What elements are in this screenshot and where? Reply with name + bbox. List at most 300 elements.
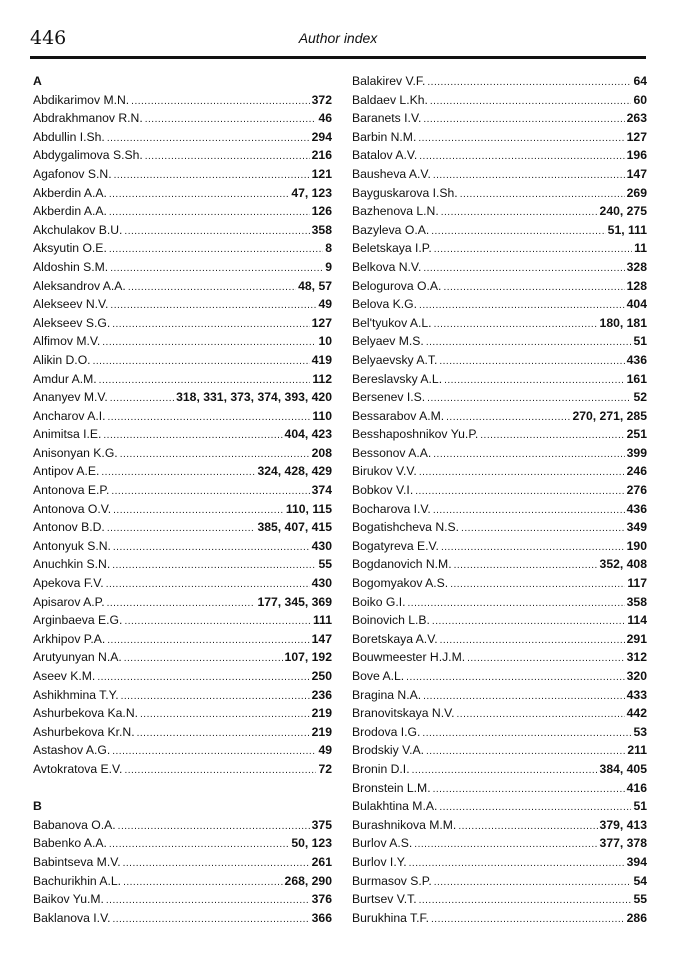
index-entry — [352, 779, 647, 798]
dot-leader — [441, 539, 625, 558]
author-name: Baikov Yu.M. — [33, 892, 104, 907]
index-entry — [33, 667, 332, 686]
dot-leader — [419, 297, 625, 316]
author-name: Belova K.G. — [352, 297, 418, 312]
author-name: Bel'tyukov A.L. — [352, 315, 432, 330]
dot-leader — [426, 334, 632, 353]
dot-leader — [118, 818, 310, 837]
page-references: 318, 331, 373, 374, 393, 420 — [176, 390, 332, 405]
index-entry — [33, 704, 332, 723]
author-name: Bersenev I.S. — [352, 390, 426, 405]
author-name: Bayguskarova I.Sh. — [352, 185, 458, 200]
page-references: 375 — [311, 817, 332, 832]
index-entry — [33, 909, 332, 928]
dot-leader — [434, 241, 632, 260]
author-name: Birukov V.V. — [352, 464, 417, 479]
index-entry — [33, 277, 332, 296]
author-name: Animitsa I.E. — [33, 427, 102, 442]
section-gap — [33, 779, 332, 798]
page-references: 416 — [626, 780, 647, 795]
page-references: 180, 181 — [599, 315, 647, 330]
page-references: 161 — [626, 371, 647, 386]
index-entry — [33, 686, 332, 705]
author-name: Amdur A.M. — [33, 371, 97, 386]
page-references: 8 — [325, 241, 332, 256]
author-name: Bazhenova L.N. — [352, 204, 439, 219]
page-references: 127 — [311, 315, 332, 330]
index-entry — [352, 165, 647, 184]
index-entry — [352, 407, 647, 426]
author-name: Bove A.L. — [352, 669, 405, 683]
page-references: 219 — [311, 724, 332, 739]
page-references: 110 — [312, 408, 332, 423]
index-entry — [352, 648, 647, 667]
index-entry — [33, 648, 332, 667]
page-references: 430 — [311, 538, 332, 553]
author-name: Ashikhmina T.Y. — [33, 687, 119, 702]
page-references: 177, 345, 369 — [257, 594, 332, 609]
dot-leader — [124, 223, 309, 242]
index-entry — [352, 91, 647, 110]
index-entry — [352, 723, 647, 742]
page-references: 374 — [311, 483, 332, 498]
dot-leader — [431, 223, 605, 242]
dot-leader — [124, 613, 311, 632]
dot-leader — [110, 297, 316, 316]
index-entry — [33, 853, 332, 872]
dot-leader — [419, 464, 625, 483]
dot-leader — [112, 911, 309, 930]
page-references: 72 — [318, 761, 332, 776]
author-name: Baldaev L.Kh. — [352, 92, 428, 107]
dot-leader — [123, 855, 310, 874]
dot-leader — [140, 706, 310, 725]
author-name: Arginbaeva E.G. — [33, 613, 123, 628]
index-entry — [352, 593, 647, 612]
page-references: 110, 115 — [285, 501, 332, 516]
page-header — [30, 26, 646, 59]
page-references: 60 — [633, 92, 647, 107]
author-name: Belyaev M.S. — [352, 334, 424, 349]
author-name: Antipov A.E. — [33, 464, 100, 479]
page-references: 211 — [627, 743, 647, 758]
author-name: Boinovich L.B. — [352, 613, 430, 628]
page-references: 372 — [311, 92, 332, 107]
page-references: 286 — [626, 910, 647, 925]
author-name: Bulakhtina M.A. — [352, 799, 438, 814]
author-name: Bazyleva O.A. — [352, 222, 430, 237]
dot-leader — [109, 241, 323, 260]
author-name: Bragina N.A. — [352, 687, 422, 702]
dot-leader — [137, 725, 310, 744]
author-name: Belyaevsky A.T. — [352, 352, 438, 367]
page-references: 320 — [626, 669, 647, 683]
author-name: Balakirev V.F. — [352, 74, 426, 88]
index-entry — [33, 314, 332, 333]
dot-leader — [112, 316, 309, 335]
index-entry — [352, 909, 647, 928]
author-name: Babintseva M.V. — [33, 854, 121, 869]
index-entry — [352, 481, 647, 500]
index-entry — [352, 332, 647, 351]
dot-leader — [131, 93, 309, 112]
index-entry — [33, 741, 332, 760]
index-entry — [352, 890, 647, 909]
dot-leader — [107, 632, 309, 651]
page-references: 52 — [633, 390, 647, 405]
page-references: 49 — [318, 743, 332, 758]
page-references: 294 — [311, 129, 332, 144]
dot-leader — [124, 762, 316, 781]
index-entry — [352, 202, 647, 221]
author-name: Antonyuk S.N. — [33, 538, 111, 553]
dot-leader — [110, 260, 323, 279]
index-entry — [33, 407, 332, 426]
author-name: Bogdanovich N.M. — [352, 557, 452, 572]
index-entry — [352, 370, 647, 389]
author-name: Besshaposhnikov Yu.P. — [352, 427, 479, 442]
page-references: 399 — [626, 445, 647, 460]
author-name: Branovitskaya N.V. — [352, 706, 455, 721]
index-entry — [352, 667, 647, 686]
page-references: 261 — [311, 854, 332, 869]
author-name: Bogatyreva E.V. — [352, 538, 439, 553]
dot-leader — [109, 836, 289, 855]
page-references: 121 — [311, 166, 332, 181]
page-references: 430 — [311, 576, 332, 591]
page-references: 111 — [313, 613, 332, 628]
page-references: 349 — [626, 520, 647, 535]
author-name: Burlov I.Y. — [352, 854, 407, 869]
author-name: Ananyev M.V. — [33, 390, 108, 405]
page-references: 404, 423 — [284, 427, 332, 442]
index-entry — [33, 221, 332, 240]
dot-leader — [443, 279, 624, 298]
index-entry — [33, 91, 332, 110]
author-name: Burlov A.S. — [352, 836, 413, 851]
page-references: 11 — [634, 241, 647, 256]
page-references: 263 — [626, 111, 647, 126]
index-entry — [33, 295, 332, 314]
index-entry — [33, 332, 332, 351]
dot-leader — [433, 167, 625, 186]
index-entry — [33, 816, 332, 835]
dot-leader — [461, 520, 625, 539]
dot-leader — [107, 520, 256, 539]
author-name: Burashnikova M.M. — [352, 817, 457, 832]
index-entry — [352, 741, 647, 760]
page-references: 379, 413 — [599, 817, 647, 832]
index-entry — [33, 890, 332, 909]
author-name: Belkova N.V. — [352, 259, 422, 274]
page-references: 358 — [626, 594, 647, 609]
page-references: 442 — [626, 706, 647, 721]
dot-leader — [97, 669, 309, 688]
index-entry — [33, 128, 332, 147]
index-entry — [33, 481, 332, 500]
index-entry — [352, 444, 647, 463]
author-name: Antonova O.V. — [33, 501, 112, 516]
page-references: 219 — [311, 706, 332, 721]
author-name: Bronstein L.M. — [352, 780, 431, 795]
index-entry — [352, 128, 647, 147]
author-name: Beletskaya I.P. — [352, 241, 432, 256]
author-name: Babenko A.A. — [33, 836, 107, 851]
page-references: 270, 271, 285 — [572, 408, 647, 423]
page-references: 433 — [626, 687, 647, 702]
index-entry — [33, 165, 332, 184]
dot-leader — [434, 874, 632, 893]
dot-leader — [108, 409, 311, 428]
index-entry — [33, 611, 332, 630]
index-entry — [352, 686, 647, 705]
author-name: Bausheva A.V. — [352, 166, 431, 181]
index-entry — [352, 239, 647, 258]
page-references: 419 — [311, 352, 332, 367]
page-references: 190 — [626, 538, 647, 553]
page-references: 358 — [311, 222, 332, 237]
dot-leader — [123, 874, 282, 893]
page-references: 276 — [626, 483, 647, 498]
dot-leader — [112, 557, 316, 576]
index-entry — [33, 630, 332, 649]
author-name: Alikin D.O. — [33, 352, 91, 367]
index-entry — [352, 760, 647, 779]
dot-leader — [423, 260, 624, 279]
index-entry — [352, 574, 647, 593]
index-entry — [352, 351, 647, 370]
dot-leader — [440, 632, 625, 651]
index-entry — [33, 425, 332, 444]
author-name: Alekseev N.V. — [33, 297, 109, 312]
author-name: Alekseev S.G. — [33, 315, 111, 330]
index-entry — [352, 425, 647, 444]
index-entry — [352, 258, 647, 277]
dot-leader — [480, 427, 624, 446]
page-references: 352, 408 — [599, 557, 647, 572]
index-entry — [352, 277, 647, 296]
author-name: Bogatishcheva N.S. — [352, 520, 460, 535]
dot-leader — [441, 204, 598, 223]
page-references: 436 — [626, 352, 647, 367]
page-references: 216 — [311, 148, 332, 163]
author-name: Aksyutin O.E. — [33, 241, 107, 256]
index-entry — [33, 202, 332, 221]
author-name: Astashov A.G. — [33, 743, 111, 758]
page-references: 147 — [626, 166, 647, 181]
dot-leader — [418, 130, 624, 149]
page-references: 208 — [311, 445, 332, 460]
author-name: Akberdin A.A. — [33, 185, 107, 200]
author-name: Arkhipov P.A. — [33, 631, 106, 646]
dot-leader — [106, 892, 310, 911]
page-references: 291 — [626, 631, 647, 646]
index-column-right — [352, 72, 647, 927]
index-entry — [33, 760, 332, 779]
dot-leader — [419, 892, 632, 911]
author-name: Bocharova I.V. — [352, 501, 431, 516]
page-references: 48, 57 — [298, 278, 332, 293]
index-entry — [352, 72, 647, 91]
author-name: Abdrakhmanov R.N. — [33, 111, 143, 126]
index-entry — [33, 537, 332, 556]
index-entry — [33, 146, 332, 165]
index-entry — [33, 258, 332, 277]
index-entry — [33, 370, 332, 389]
index-entry — [352, 853, 647, 872]
index-entry — [352, 146, 647, 165]
page-references: 53 — [633, 724, 647, 739]
page-references: 269 — [626, 185, 647, 200]
author-name: Bachurikhin A.L. — [33, 873, 122, 888]
index-column-left — [33, 72, 332, 927]
page-references: 47, 123 — [291, 185, 332, 200]
page-references: 9 — [325, 259, 332, 274]
page-references: 127 — [626, 129, 647, 144]
page-references: 64 — [633, 74, 647, 88]
dot-leader — [103, 427, 282, 446]
dot-leader — [430, 93, 632, 112]
author-name: Brodova I.G. — [352, 724, 421, 739]
dot-leader — [414, 836, 597, 855]
dot-leader — [423, 111, 624, 130]
author-name: Agafonov S.N. — [33, 166, 112, 181]
author-name: Bessarabov A.M. — [352, 408, 445, 423]
page-references: 126 — [311, 204, 332, 219]
author-name: Avtokratova E.V. — [33, 761, 123, 776]
author-name: Apekova F.V. — [33, 576, 104, 591]
dot-leader — [412, 762, 598, 781]
page-references: 366 — [311, 910, 332, 925]
index-entry — [352, 797, 647, 816]
page-references: 240, 275 — [599, 204, 647, 219]
author-name: Arutyunyan N.A. — [33, 650, 122, 665]
dot-leader — [426, 743, 625, 762]
dot-leader — [454, 557, 598, 576]
index-entry — [352, 555, 647, 574]
author-name: Ancharov A.I. — [33, 408, 106, 423]
index-entry — [33, 723, 332, 742]
page-references: 312 — [626, 650, 647, 665]
index-entry — [33, 109, 332, 128]
page-references: 268, 290 — [284, 873, 332, 888]
page-references: 246 — [626, 464, 647, 479]
index-entry — [352, 872, 647, 891]
index-entry — [33, 518, 332, 537]
index-entry — [352, 314, 647, 333]
dot-leader — [427, 74, 631, 93]
running-title: Author index — [298, 30, 378, 46]
page-references: 50, 123 — [291, 836, 332, 851]
page-number: 446 — [30, 27, 67, 49]
index-entry — [352, 834, 647, 853]
dot-leader — [406, 669, 624, 688]
dot-leader — [434, 316, 598, 335]
dot-leader — [433, 446, 624, 465]
dot-leader — [145, 148, 310, 167]
index-entry — [352, 221, 647, 240]
dot-leader — [458, 818, 597, 837]
dot-leader — [145, 111, 317, 130]
page-references: 10 — [318, 334, 332, 349]
page-references: 54 — [633, 873, 647, 888]
page-references: 51 — [633, 799, 647, 814]
page-references: 436 — [626, 501, 647, 516]
author-name: Ashurbekova Ka.N. — [33, 706, 139, 721]
page-references: 385, 407, 415 — [257, 520, 332, 535]
dot-leader — [124, 650, 283, 669]
page-references: 236 — [311, 687, 332, 702]
author-name: Apisarov A.P. — [33, 594, 105, 609]
page-references: 196 — [626, 148, 647, 163]
index-entry — [33, 593, 332, 612]
index-entry — [352, 388, 647, 407]
author-name: Barbin N.M. — [352, 129, 417, 144]
dot-leader — [431, 911, 625, 930]
dot-leader — [109, 186, 289, 205]
page-references: 117 — [627, 576, 647, 591]
author-name: Bogomyakov A.S. — [352, 576, 449, 591]
index-entry — [352, 462, 647, 481]
dot-leader — [467, 650, 625, 669]
index-entry — [33, 555, 332, 574]
author-name: Burtsev V.T. — [352, 892, 417, 907]
author-name: Aldoshin S.M. — [33, 259, 109, 274]
author-name: Bessonov A.A. — [352, 445, 432, 460]
dot-leader — [409, 855, 625, 874]
dot-leader — [111, 483, 309, 502]
index-entry — [352, 537, 647, 556]
index-entry — [33, 834, 332, 853]
author-name: Baranets I.V. — [352, 111, 422, 126]
author-name: Aleksandrov A.A. — [33, 278, 126, 293]
page-references: 49 — [318, 297, 332, 312]
page-references: 107, 192 — [284, 650, 332, 665]
page-references: 55 — [633, 892, 647, 907]
section-letter: B — [33, 799, 42, 814]
author-name: Bereslavsky A.L. — [352, 371, 443, 386]
author-name: Aseev K.M. — [33, 669, 96, 683]
author-name: Abdygalimova S.Sh. — [33, 148, 143, 163]
author-name: Anisonyan K.G. — [33, 445, 118, 460]
page-references: 250 — [311, 669, 332, 683]
author-name: Alfimov M.V. — [33, 334, 101, 349]
dot-leader — [102, 334, 316, 353]
page-references: 55 — [318, 557, 332, 572]
dot-leader — [457, 706, 625, 725]
page-references: 147 — [311, 631, 332, 646]
dot-leader — [432, 613, 625, 632]
index-entry — [352, 109, 647, 128]
dot-leader — [415, 483, 624, 502]
page-references: 128 — [626, 278, 647, 293]
index-entry — [352, 704, 647, 723]
index-entry — [33, 462, 332, 481]
index-entry — [33, 184, 332, 203]
dot-leader — [112, 743, 316, 762]
page-references: 324, 428, 429 — [257, 464, 332, 479]
index-entry — [33, 388, 332, 407]
index-entry — [352, 630, 647, 649]
dot-leader — [101, 464, 255, 483]
author-name: Abdikarimov M.N. — [33, 92, 130, 107]
author-name: Bouwmeester H.J.M. — [352, 650, 466, 665]
page-references: 376 — [311, 892, 332, 907]
author-name: Abdullin I.Sh. — [33, 129, 105, 144]
index-entry — [33, 239, 332, 258]
section-letter: A — [33, 74, 42, 88]
index-entry — [33, 574, 332, 593]
